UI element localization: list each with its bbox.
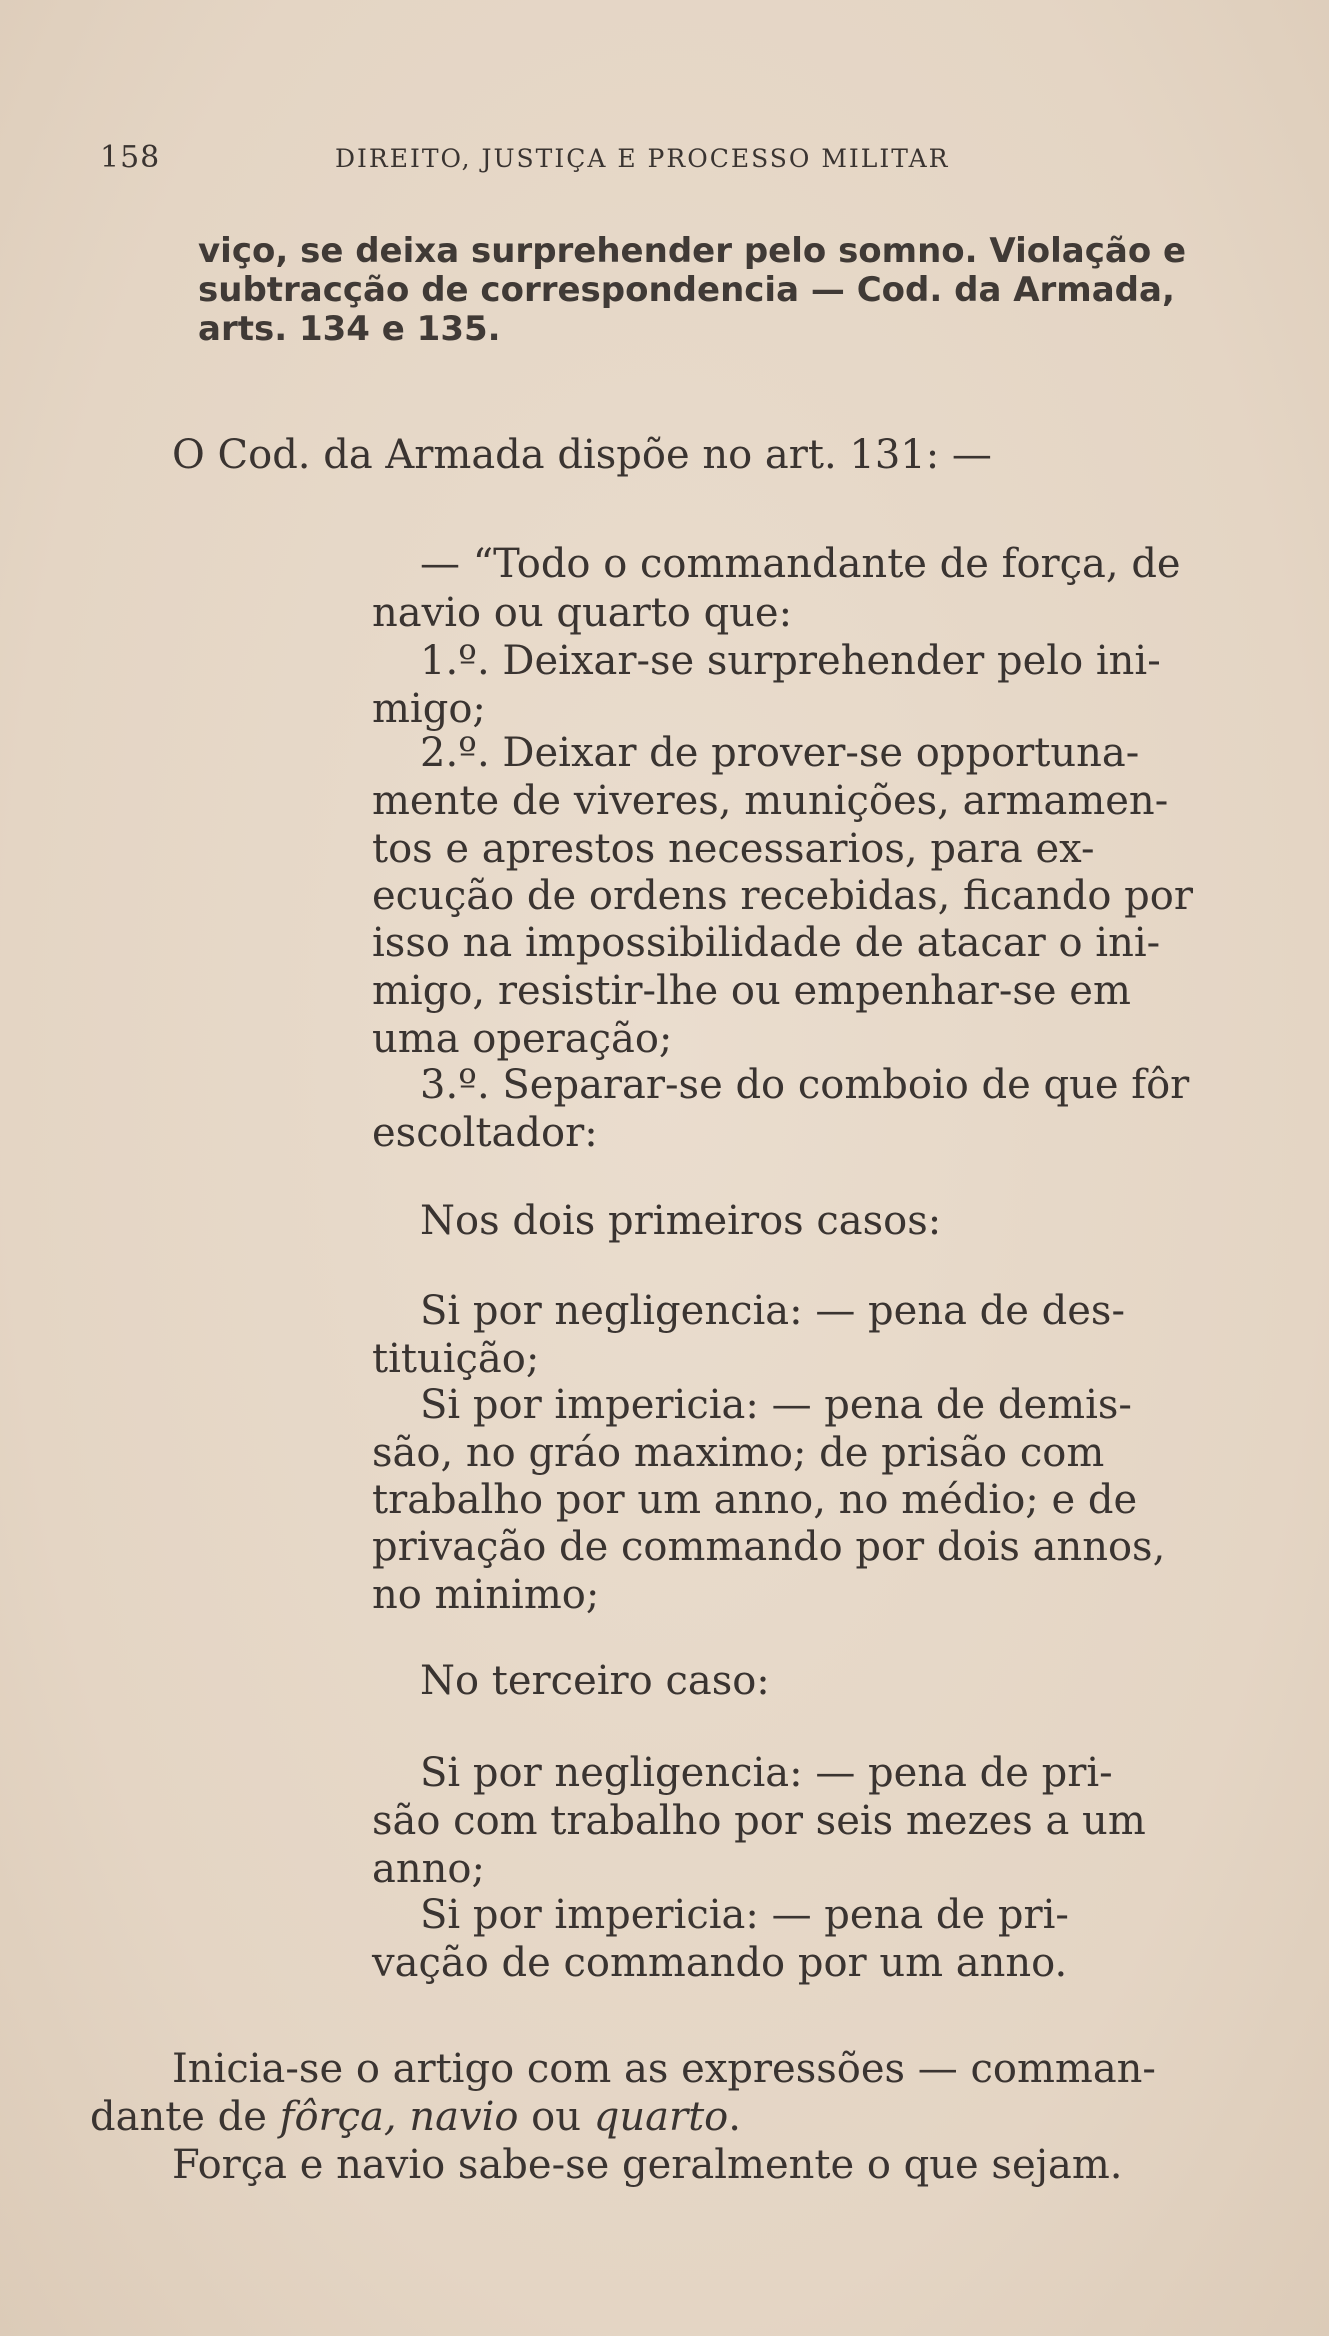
quote-line: são, no gráo maximo; de prisão com bbox=[372, 1430, 1105, 1476]
quote-line: migo, resistir-lhe ou empenhar-se em bbox=[372, 968, 1131, 1014]
quote-line: no minimo; bbox=[372, 1572, 600, 1618]
quote-line: Si por negligencia: — pena de pri- bbox=[420, 1750, 1113, 1796]
quote-line: vação de commando por um anno. bbox=[372, 1940, 1068, 1986]
page-number: 158 bbox=[100, 140, 161, 175]
closing-line bbox=[90, 2094, 741, 2140]
quote-line: 2.º. Deixar de prover-se opportuna- bbox=[420, 730, 1140, 776]
quote-line: isso na impossibilidade de atacar o ini- bbox=[372, 920, 1161, 966]
closing-text: dante de bbox=[90, 2094, 280, 2140]
quote-line: anno; bbox=[372, 1846, 485, 1892]
closing-italic: quarto bbox=[593, 2094, 729, 2140]
quote-line: 3.º. Separar-se do comboio de que fôr bbox=[420, 1062, 1190, 1108]
running-title: DIREITO, JUSTIÇA E PROCESSO MILITAR bbox=[335, 144, 950, 173]
quote-line: tos e aprestos necessarios, para ex- bbox=[372, 826, 1095, 872]
quote-line: privação de commando por dois annos, bbox=[372, 1524, 1166, 1570]
closing-line: Força e navio sabe-se geralmente o que sejam. bbox=[172, 2142, 1123, 2188]
page-header bbox=[100, 140, 1250, 180]
closing-italic: fôrça, navio bbox=[279, 2094, 519, 2140]
summary-line: subtracção de correspondencia — Cod. da Armada, bbox=[198, 270, 1175, 310]
quote-line: tituição; bbox=[372, 1336, 540, 1382]
chapter-summary bbox=[198, 232, 1248, 349]
quote-line: Si por impericia: — pena de pri- bbox=[420, 1892, 1069, 1938]
quote-line: Si por impericia: — pena de demis- bbox=[420, 1382, 1132, 1428]
quote-line: navio ou quarto que: bbox=[372, 590, 793, 636]
quote-line: são com trabalho por seis mezes a um bbox=[372, 1798, 1146, 1844]
quote-line: trabalho por um anno, no médio; e de bbox=[372, 1477, 1138, 1523]
quote-line: mente de viveres, munições, armamen- bbox=[372, 778, 1169, 824]
intro-paragraph: O Cod. da Armada dispõe no art. 131: — bbox=[172, 432, 992, 478]
quote-line: — “Todo o commandante de força, de bbox=[420, 541, 1181, 587]
closing-text: ou bbox=[518, 2094, 594, 2140]
quote-line: migo; bbox=[372, 686, 486, 732]
closing-line: Inicia-se o artigo com as expressões — comman- bbox=[172, 2046, 1156, 2092]
quote-line: No terceiro caso: bbox=[420, 1658, 770, 1704]
quote-line: Nos dois primeiros casos: bbox=[420, 1198, 942, 1244]
summary-line: viço, se deixa surprehender pelo somno. Violação e bbox=[198, 231, 1187, 271]
quote-line: 1.º. Deixar-se surprehender pelo ini- bbox=[420, 638, 1161, 684]
closing-text: . bbox=[728, 2094, 741, 2140]
quote-line: uma operação; bbox=[372, 1016, 673, 1062]
quote-line: Si por negligencia: — pena de des- bbox=[420, 1288, 1125, 1334]
quote-line: ecução de ordens recebidas, ficando por bbox=[372, 873, 1193, 919]
quote-line: escoltador: bbox=[372, 1110, 598, 1156]
summary-line: arts. 134 e 135. bbox=[198, 309, 501, 349]
